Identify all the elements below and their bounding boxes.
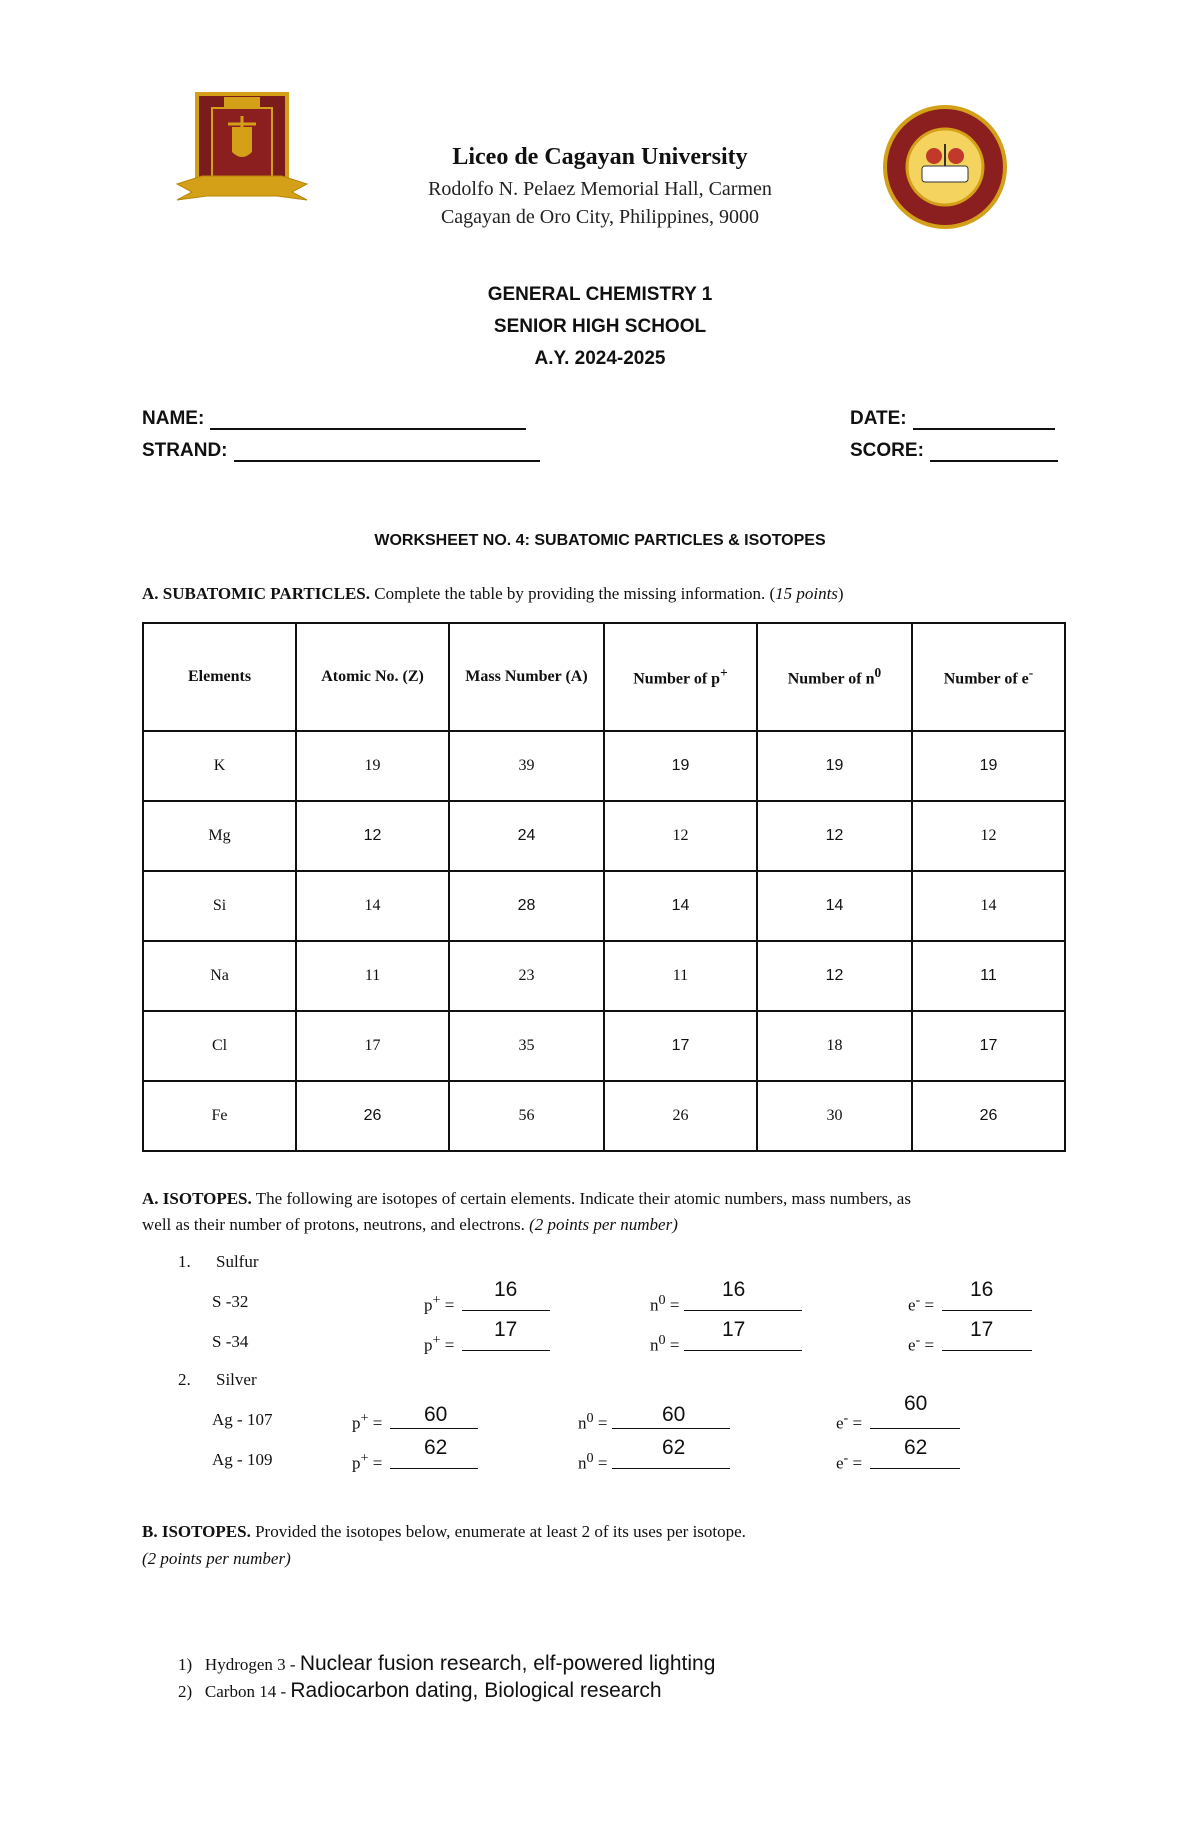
- use-item-2: [178, 1679, 662, 1703]
- isotope-ag109-label: Ag - 109: [212, 1450, 273, 1469]
- isotopes-a-instructions: [142, 1186, 1062, 1238]
- header-mass-number: Mass Number (A): [449, 623, 604, 731]
- cell-element: Fe: [143, 1081, 296, 1151]
- cell-electrons[interactable]: 11: [912, 941, 1065, 1011]
- item-2-number: 2.: [178, 1370, 191, 1389]
- cell-electrons[interactable]: 26: [912, 1081, 1065, 1151]
- cell-mass-number[interactable]: 28: [449, 871, 604, 941]
- cell-element: Cl: [143, 1011, 296, 1081]
- s34-n-blank[interactable]: [684, 1350, 802, 1351]
- cell-atomic-number[interactable]: 26: [296, 1081, 449, 1151]
- use-item-2-sep: -: [276, 1682, 291, 1701]
- cell-neutrons[interactable]: 12: [757, 801, 912, 871]
- s32-e-blank[interactable]: [942, 1310, 1032, 1311]
- use-item-1-number: 1): [178, 1655, 193, 1674]
- worksheet-title: WORKSHEET NO. 4: SUBATOMIC PARTICLES & ISOTOPES: [374, 532, 826, 549]
- s32-n-label: $n^0$ =: [650, 1292, 680, 1315]
- isotopes-a-text1: The following are isotopes of certain elements. Indicate their atomic numbers, mass numbers, as: [251, 1189, 911, 1208]
- ag109-n-label: $n^0$ =: [578, 1450, 608, 1473]
- cell-neutrons[interactable]: 19: [757, 731, 912, 801]
- ag107-e-answer: 60: [904, 1392, 928, 1415]
- ag107-n-answer: 60: [662, 1403, 686, 1426]
- name-blank[interactable]: [210, 410, 526, 430]
- table-row: [143, 801, 1065, 871]
- strand-field[interactable]: [142, 440, 540, 462]
- cell-element: K: [143, 731, 296, 801]
- cell-element: Mg: [143, 801, 296, 871]
- subatomic-table: [142, 622, 1066, 1152]
- isotopes-a-points: (2 points per number): [529, 1215, 678, 1234]
- cell-protons[interactable]: 11: [604, 941, 757, 1011]
- section-a-text: Complete the table by providing the missing information. (: [370, 584, 776, 603]
- cell-mass-number[interactable]: 24: [449, 801, 604, 871]
- ag109-p-answer: 62: [424, 1436, 448, 1459]
- cell-mass-number[interactable]: 23: [449, 941, 604, 1011]
- s34-e-answer: 17: [970, 1318, 994, 1341]
- isotopes-b-text: Provided the isotopes below, enumerate at least 2 of its uses per isotope.: [250, 1522, 746, 1541]
- course-level: SENIOR HIGH SCHOOL: [493, 316, 707, 337]
- s34-n-label: $n^0$ =: [650, 1332, 680, 1355]
- cell-neutrons[interactable]: 30: [757, 1081, 912, 1151]
- isotope-ag107-label: Ag - 107: [212, 1410, 273, 1429]
- cell-mass-number[interactable]: 35: [449, 1011, 604, 1081]
- table-row: [143, 731, 1065, 801]
- use-item-1-answer: Nuclear fusion research, elf-powered lighting: [299, 1652, 716, 1675]
- s32-e-answer: 16: [970, 1278, 994, 1301]
- header-atomic-number: Atomic No. (Z): [296, 623, 449, 731]
- course-title: GENERAL CHEMISTRY 1: [487, 284, 713, 305]
- table-row: [143, 1011, 1065, 1081]
- isotope-s32-label: S -32: [212, 1292, 249, 1311]
- ag107-p-blank[interactable]: [390, 1428, 478, 1429]
- cell-atomic-number[interactable]: 11: [296, 941, 449, 1011]
- cell-atomic-number[interactable]: 14: [296, 871, 449, 941]
- s32-p-label: p+ =: [424, 1292, 455, 1315]
- cell-atomic-number[interactable]: 17: [296, 1011, 449, 1081]
- ag107-n-label: $n^0$ =: [578, 1410, 608, 1433]
- section-a-close: ): [837, 584, 844, 603]
- address-line-1: Rodolfo N. Pelaez Memorial Hall, Carmen: [428, 178, 772, 200]
- date-field[interactable]: [850, 408, 1055, 430]
- cell-protons[interactable]: 14: [604, 871, 757, 941]
- cell-mass-number[interactable]: 39: [449, 731, 604, 801]
- isotopes-a-text2: well as their number of protons, neutrons, and electrons.: [142, 1215, 530, 1234]
- cell-neutrons[interactable]: 18: [757, 1011, 912, 1081]
- cell-electrons[interactable]: 12: [912, 801, 1065, 871]
- score-field[interactable]: [850, 440, 1058, 462]
- date-label: DATE:: [850, 408, 907, 429]
- cell-protons[interactable]: 17: [604, 1011, 757, 1081]
- s32-e-label: e- =: [908, 1292, 935, 1315]
- item-1-name: Sulfur: [216, 1252, 259, 1271]
- ag109-e-blank[interactable]: [870, 1468, 960, 1469]
- cell-electrons[interactable]: 17: [912, 1011, 1065, 1081]
- s34-n-answer: 17: [722, 1318, 746, 1341]
- header-elements: Elements: [143, 623, 296, 731]
- cell-mass-number[interactable]: 56: [449, 1081, 604, 1151]
- cell-protons[interactable]: 19: [604, 731, 757, 801]
- cell-protons[interactable]: 12: [604, 801, 757, 871]
- item-2-name: Silver: [216, 1370, 257, 1389]
- academic-year: A.Y. 2024-2025: [534, 348, 666, 369]
- score-blank[interactable]: [930, 442, 1058, 462]
- ag107-e-label: e- =: [836, 1410, 863, 1433]
- s32-p-answer: 16: [494, 1278, 518, 1301]
- table-header-row: [143, 623, 1065, 731]
- s32-p-blank[interactable]: [462, 1310, 550, 1311]
- section-a-points: 15 points: [775, 584, 838, 603]
- s34-p-answer: 17: [494, 1318, 518, 1341]
- ag107-e-blank[interactable]: [870, 1428, 960, 1429]
- strand-label: STRAND:: [142, 440, 228, 461]
- cell-electrons[interactable]: 14: [912, 871, 1065, 941]
- s34-p-label: p+ =: [424, 1332, 455, 1355]
- isotopes-a-label: A. ISOTOPES.: [142, 1189, 252, 1208]
- use-item-2-answer: Radiocarbon dating, Biological research: [290, 1679, 662, 1702]
- header-electrons: Number of e-: [912, 623, 1065, 731]
- ag109-p-blank[interactable]: [390, 1468, 478, 1469]
- table-row: [143, 871, 1065, 941]
- cell-atomic-number[interactable]: 12: [296, 801, 449, 871]
- isotopes-b-label: B. ISOTOPES.: [142, 1522, 251, 1541]
- use-item-1-sep: -: [285, 1655, 300, 1674]
- date-blank[interactable]: [913, 410, 1055, 430]
- score-label: SCORE:: [850, 440, 924, 461]
- cell-atomic-number[interactable]: 19: [296, 731, 449, 801]
- cell-neutrons[interactable]: 14: [757, 871, 912, 941]
- cell-element: Si: [143, 871, 296, 941]
- address-line-2: Cagayan de Oro City, Philippines, 9000: [440, 206, 760, 228]
- ag107-p-answer: 60: [424, 1403, 448, 1426]
- use-item-1: [178, 1652, 715, 1676]
- ag107-n-blank[interactable]: [612, 1428, 730, 1429]
- ag109-p-label: p+ =: [352, 1450, 383, 1473]
- s34-e-blank[interactable]: [942, 1350, 1032, 1351]
- cell-neutrons[interactable]: 12: [757, 941, 912, 1011]
- name-field[interactable]: [142, 408, 526, 430]
- isotopes-b-instructions: [142, 1518, 1062, 1572]
- cell-electrons[interactable]: 19: [912, 731, 1065, 801]
- header-protons: Number of p+: [604, 623, 757, 731]
- s34-e-label: e- =: [908, 1332, 935, 1355]
- s34-p-blank[interactable]: [462, 1350, 550, 1351]
- item-1-number: 1.: [178, 1252, 191, 1271]
- use-item-2-name: Carbon 14: [204, 1682, 277, 1701]
- isotope-s34-label: S -34: [212, 1332, 249, 1351]
- name-label: NAME:: [142, 408, 205, 429]
- use-item-2-number: 2): [178, 1682, 193, 1701]
- table-row: [143, 941, 1065, 1011]
- s32-n-answer: 16: [722, 1278, 746, 1301]
- ag109-n-answer: 62: [662, 1436, 686, 1459]
- cell-protons[interactable]: 26: [604, 1081, 757, 1151]
- ag107-p-label: p+ =: [352, 1410, 383, 1433]
- university-name: Liceo de Cagayan University: [452, 144, 748, 170]
- ag109-e-answer: 62: [904, 1436, 928, 1459]
- strand-blank[interactable]: [234, 442, 540, 462]
- section-a-label: A. SUBATOMIC PARTICLES.: [142, 584, 370, 603]
- ag109-n-blank[interactable]: [612, 1468, 730, 1469]
- s32-n-blank[interactable]: [684, 1310, 802, 1311]
- isotopes-b-points: (2 points per number): [142, 1549, 291, 1568]
- section-a-instructions: [142, 584, 844, 604]
- header-neutrons: Number of $n^0$: [757, 623, 912, 731]
- ag109-e-label: e- =: [836, 1450, 863, 1473]
- use-item-1-name: Hydrogen 3: [204, 1655, 286, 1674]
- cell-element: Na: [143, 941, 296, 1011]
- table-row: [143, 1081, 1065, 1151]
